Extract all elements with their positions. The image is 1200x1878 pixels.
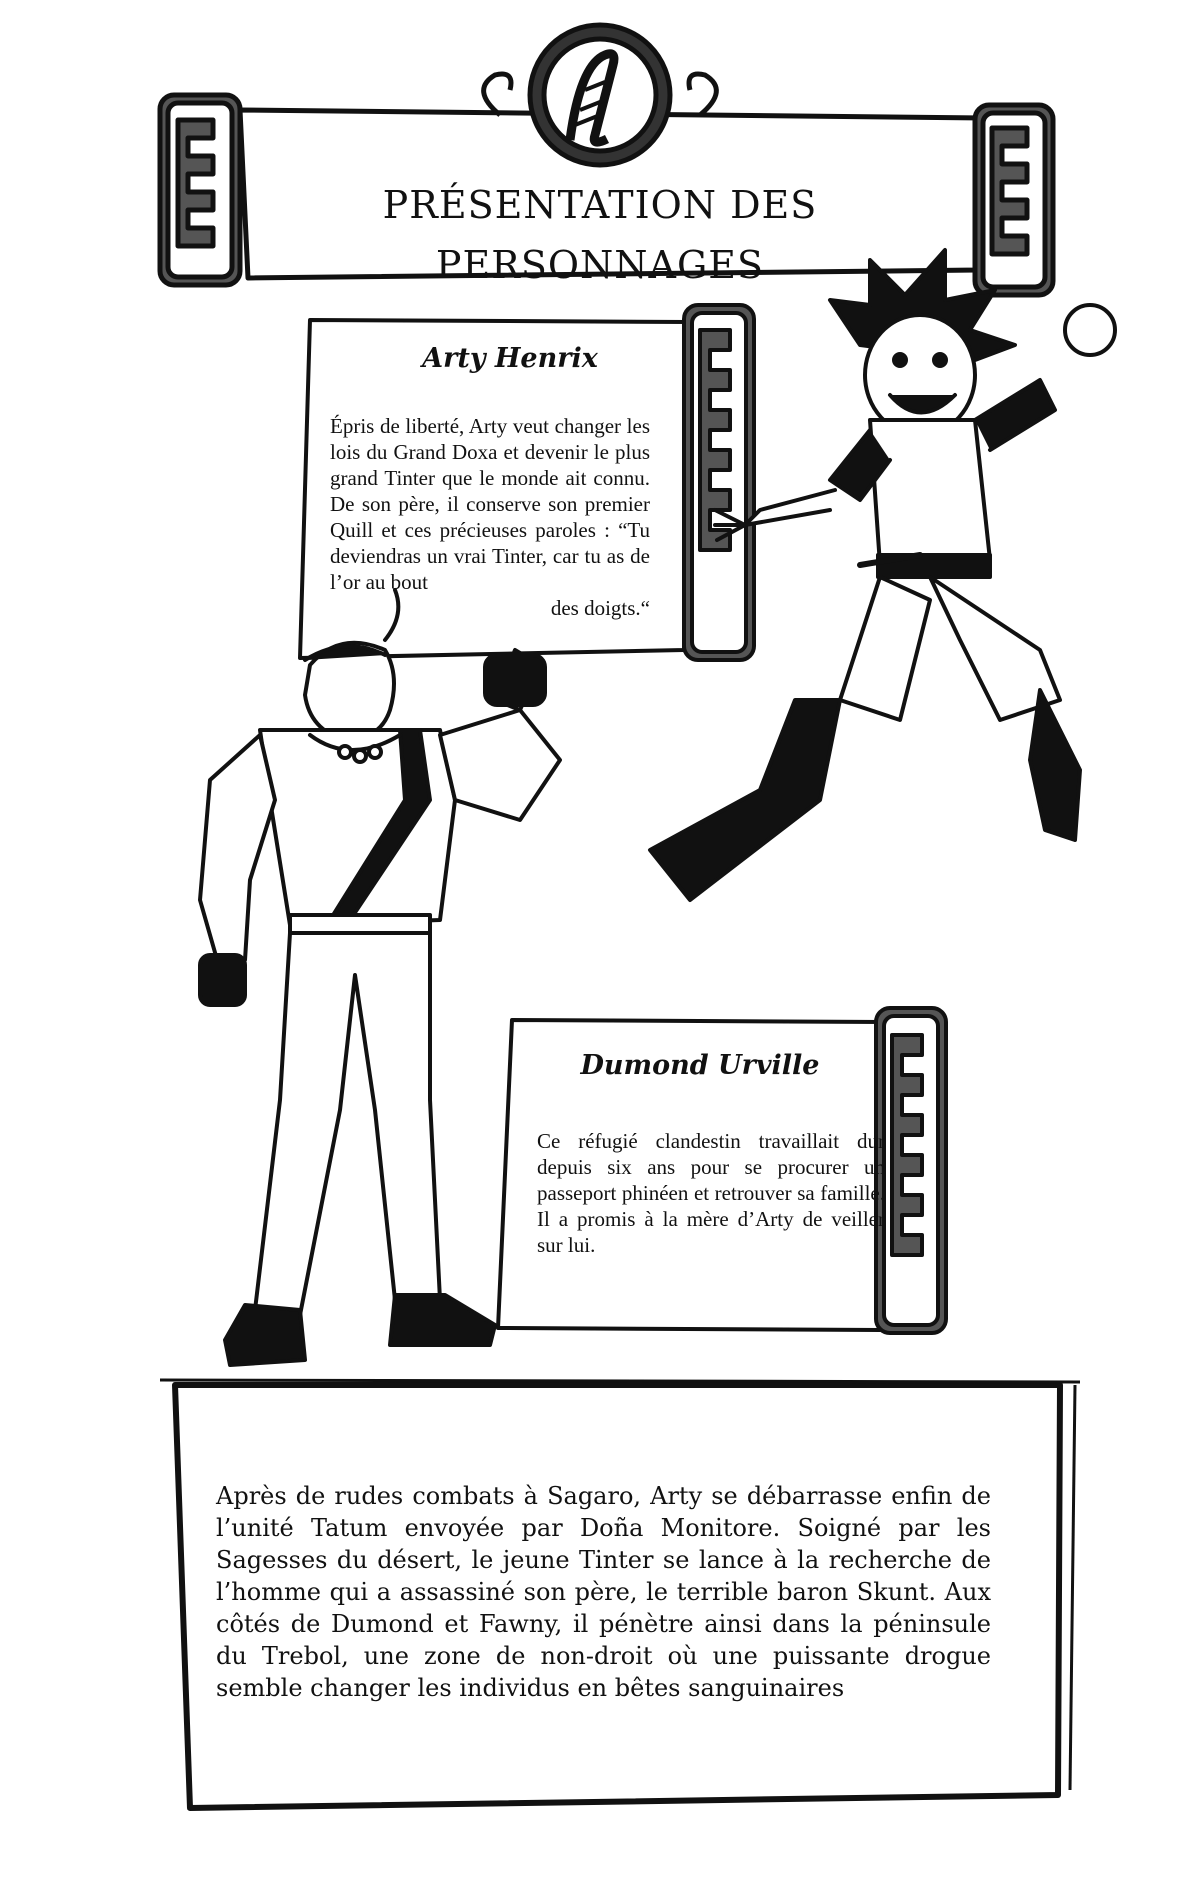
story-summary: Après de rudes combats à Sagaro, Arty se débarrasse enfin de l’unité Tatum envoyée par Doña Monitore. Soigné par les Sagesses du désert, le jeune Tinter se lance à la recherche de l’homme qui a assassiné son père, le terrible baron Skunt. Aux côtés de Dumond et Fawny, il pénètre ainsi dans la péninsule du Trebol, une zone de non-droit où une puissante drogue semble changer les individus en bêtes sanguinaires [216,1482,991,1702]
page-title: PRÉSENTATION DES PERSONNAGES [382,183,818,287]
character-description-arty [330,413,650,621]
character-description-arty-end: des doigts.“ [550,596,650,620]
character-name-dumond: Dumond Urville [580,1050,820,1081]
character-description-dumond: Ce réfugié clandestin travaillait dur depuis six ans pour se procurer un passeport phinéen et retrouver sa famille. Il a promis à la mère d’Arty de veiller sur lui. [537,1129,885,1257]
character-name-arty: Arty Henrix [422,343,598,374]
character-description-arty-main: Épris de liberté, Arty veut changer les lois du Grand Doxa et devenir le plus grand Tinter que le monde ait connu. De son père, il conserve son premier Quill et ces précieuses paroles : “Tu deviendras un vrai Tinter, car tu as de l’or au bout [330,414,650,594]
